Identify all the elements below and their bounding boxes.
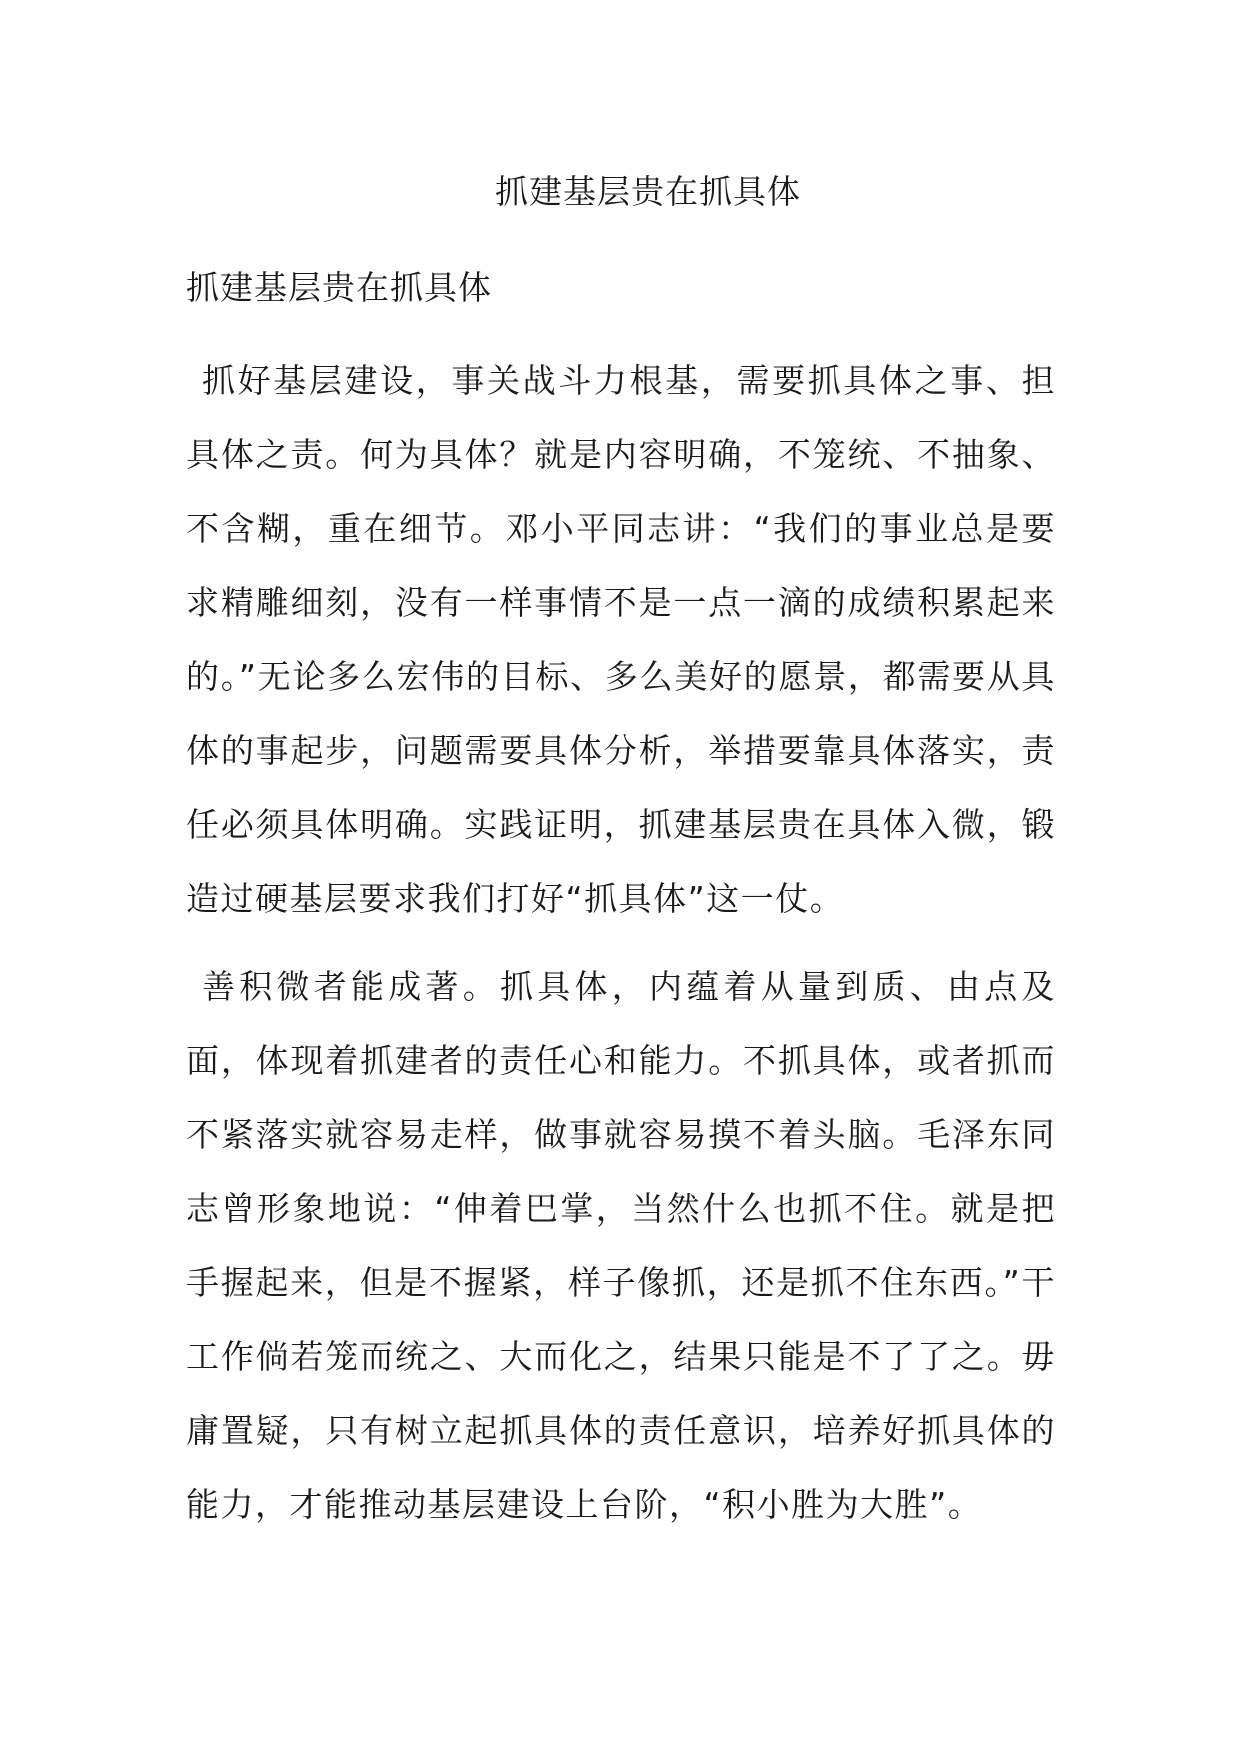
document-title: 抓建基层贵在抓具体	[495, 172, 801, 211]
body-paragraph-1: 抓好基层建设，事关战斗力根基，需要抓具体之事、担具体之责。何为具体？就是内容明确，不笼统、不抽象、不含糊，重在细节。邓小平同志讲：“我们的事业总是要求精雕细刻，没有一样事情不是一点一滴的成绩积累起来的。”无论多么宏伟的目标、多么美好的愿景，都需要从具体的事起步，问题需要具体分析，举措要靠具体落实，责任必须具体明确。实践证明，抓建基层贵在具体入微，锻造过硬基层要求我们打好“抓具体”这一仗。	[186, 361, 1056, 918]
body-paragraph-2: 善积微者能成著。抓具体，内蕴着从量到质、由点及面，体现着抓建者的责任心和能力。不抓具体，或者抓而不紧落实就容易走样，做事就容易摸不着头脑。毛泽东同志曾形象地说：“伸着巴掌，当然什么也抓不住。就是把手握起来，但是不握紧，样子像抓，还是抓不住东西。”干工作倘若笼而统之、大而化之，结果只能是不了了之。毋庸置疑，只有树立起抓具体的责任意识，培养好抓具体的能力，才能推动基层建设上台阶，“积小胜为大胜”。	[186, 967, 1056, 1524]
document-subtitle: 抓建基层贵在抓具体	[186, 268, 492, 307]
